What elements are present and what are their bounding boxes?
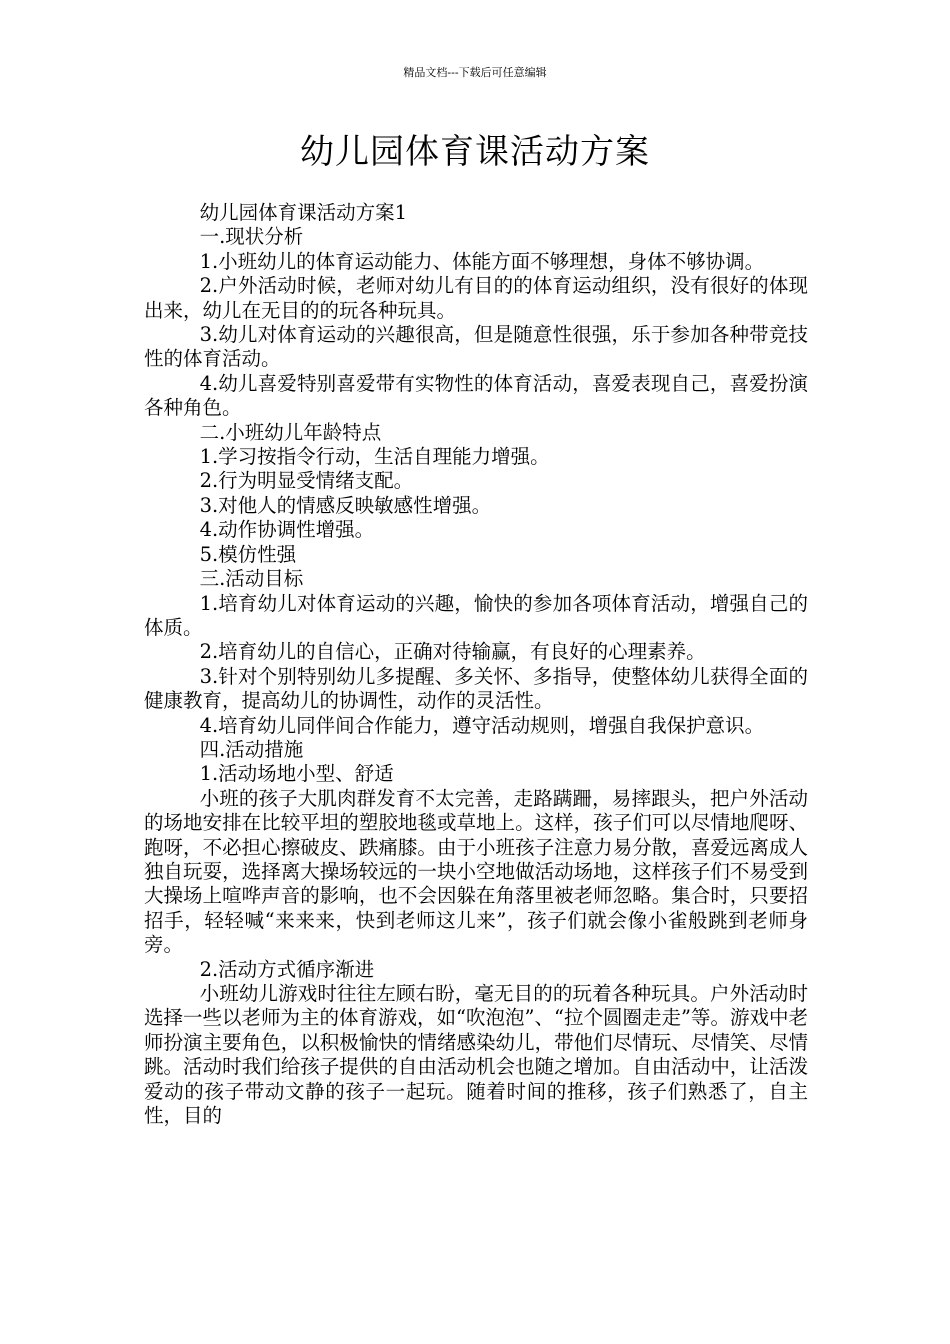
body-paragraph: 一.现状分析	[199, 225, 304, 249]
body-paragraph: 2.活动方式循序渐进	[199, 957, 375, 981]
body-paragraph: 4.动作协调性增强。	[199, 518, 375, 542]
document-body	[144, 201, 808, 1128]
body-paragraph: 3.对他人的情感反映敏感性增强。	[199, 493, 492, 517]
page-header-note: 精品文档---下载后可任意编辑	[403, 66, 547, 79]
body-paragraph: 三.活动目标	[199, 567, 304, 591]
body-paragraph: 1.活动场地小型、舒适	[199, 762, 394, 786]
body-paragraph: 2.行为明显受情绪支配。	[199, 469, 414, 493]
body-paragraph: 1.培育幼儿对体育运动的兴趣，愉快的参加各项体育活动，增强自己的体质。	[144, 591, 808, 639]
body-paragraph: 3.针对个别特别幼儿多提醒、多关怀、多指导，使整体幼儿获得全面的健康教育，提高幼儿的协调性，动作的灵活性。	[144, 664, 808, 713]
body-paragraph: 4.幼儿喜爱特别喜爱带有实物性的体育活动，喜爱表现自己，喜爱扮演各种角色。	[144, 371, 808, 420]
body-paragraph: 5.模仿性强	[199, 542, 297, 566]
body-paragraph: 小班的孩子大肌肉群发育不太完善，走路蹒跚，易摔跟头，把户外活动的场地安排在比较平坦的塑胶地毯或草地上。这样，孩子们可以尽情地爬呀、跑呀，不必担心擦破皮、跌痛膝。由于小班孩子注意力易分散，喜爱远离成人独自玩耍，选择离大操场较远的一块小空地做活动场地，这样孩子们不易受到大操场上喧哗声音的影响，也不会因躲在角落里被老师忽略。集合时，只要招招手，轻轻喊“来来来，快到老师这儿来”，孩子们就会像小雀般跳到老师身旁。	[144, 786, 808, 957]
body-paragraph: 2.户外活动时候，老师对幼儿有目的的体育运动组织，没有很好的体现出来，幼儿在无目的的玩各种玩具。	[144, 274, 808, 322]
body-paragraph: 小班幼儿游戏时往往左顾右盼，毫无目的的玩着各种玩具。户外活动时选择一些以老师为主的体育游戏，如“吹泡泡”、“拉个圆圈走走”等。游戏中老师扮演主要角色，以积极愉快的情绪感染幼儿，带他们尽情玩、尽情笑、尽情跳。活动时我们给孩子提供的自由活动机会也随之增加。自由活动中，让活泼爱动的孩子带动文静的孩子一起玩。随着时间的推移，孩子们熟悉了，自主性，目的	[144, 982, 808, 1128]
document-title: 幼儿园体育课活动方案	[300, 132, 650, 172]
body-paragraph: 四.活动措施	[199, 737, 304, 761]
body-paragraph: 1.小班幼儿的体育运动能力、体能方面不够理想，身体不够协调。	[199, 249, 765, 273]
body-paragraph: 1.学习按指令行动，生活自理能力增强。	[199, 445, 550, 469]
body-paragraph: 3.幼儿对体育运动的兴趣很高，但是随意性很强，乐于参加各种带竞技性的体育活动。	[144, 323, 808, 371]
body-paragraph: 二.小班幼儿年龄特点	[199, 420, 382, 444]
body-paragraph: 幼儿园体育课活动方案1	[199, 201, 407, 224]
body-paragraph: 4.培育幼儿同伴间合作能力，遵守活动规则，增强自我保护意识。	[199, 713, 765, 737]
body-paragraph: 2.培育幼儿的自信心，正确对待输赢，有良好的心理素养。	[199, 640, 706, 664]
